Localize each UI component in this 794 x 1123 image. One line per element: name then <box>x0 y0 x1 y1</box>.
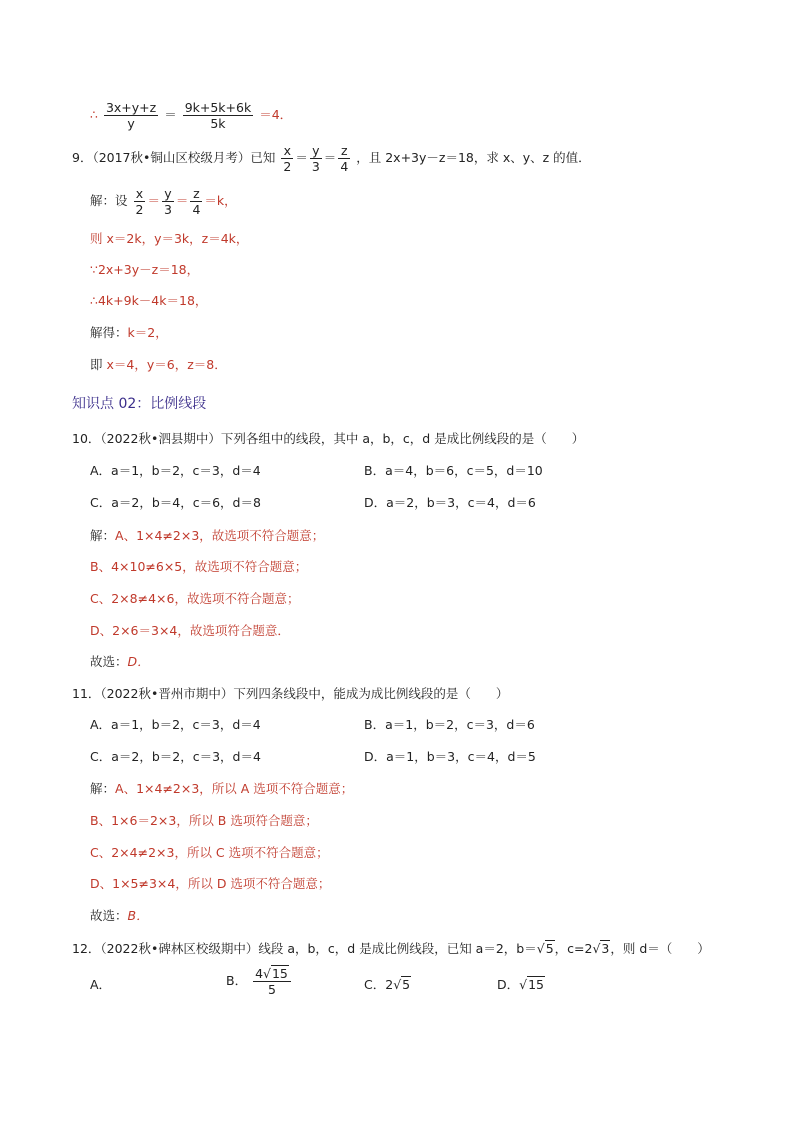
solution-line: C、2×4≠2×3，所以 C 选项不符合题意； <box>90 845 329 860</box>
section-heading: 知识点 02：比例线段 <box>72 396 207 412</box>
solution-line: 解得：k＝2， <box>90 325 168 340</box>
solution-line: D、1×5≠3×4，所以 D 选项不符合题意； <box>90 876 331 891</box>
solution-line: 解：A、1×4≠2×3，故选项不符合题意； <box>90 528 325 543</box>
option-b: B．a＝4，b＝6，c＝5，d＝10 <box>364 463 543 478</box>
fraction-1: $\frac{3x+y+z}{y}$ <box>105 100 157 131</box>
option-b: B． $\frac{4√15}{5}$ <box>226 966 293 997</box>
option-d: D．√15 <box>497 974 545 996</box>
option-a: A． <box>90 977 112 992</box>
option-c: C．a＝2，b＝4，c＝6，d＝8 <box>90 495 261 510</box>
question-10-stem: 10．（2022秋•泗县期中）下列各组中的线段，其中 a，b，c，d 是成比例线段的是（ ） <box>72 431 585 446</box>
answer-line: 故选：D． <box>90 654 150 669</box>
solution-line: ∵2x+3y－z＝18， <box>90 262 200 277</box>
solution-line: D、2×6＝3×4，故选项符合题意． <box>90 623 290 638</box>
option-d: D．a＝1，b＝3，c＝4，d＝5 <box>364 749 536 764</box>
question-9-solution-start: 解：设 $\frac{x}{2}$ ＝ $\frac{y}{3}$ ＝ $\frac{z}{4}$ ＝k， <box>90 186 237 217</box>
option-b: B．a＝1，b＝2，c＝3，d＝6 <box>364 717 535 732</box>
question-9-stem: 9．（2017秋•铜山区校级月考）已知 $\frac{x}{2}$ ＝ $\frac{y}{3}$ ＝ $\frac{z}{4}$ ，且 2x+3y－z＝18，求 x、y、z 的值． <box>72 143 591 174</box>
question-11-stem: 11．（2022秋•晋州市期中）下列四条线段中，能成为成比例线段的是（ ） <box>72 686 509 701</box>
solution-line: B、1×6＝2×3，所以 B 选项符合题意； <box>90 813 318 828</box>
sqrt-symbol: √5 <box>536 941 554 956</box>
option-c: C．2√5 <box>364 974 411 996</box>
sqrt-symbol: √15 <box>519 977 545 992</box>
solution-line: ∴4k+9k－4k＝18， <box>90 293 208 308</box>
solution-line: 即 x＝4，y＝6，z＝8． <box>90 357 227 372</box>
therefore-symbol: ∴ <box>90 107 98 122</box>
sqrt-symbol: √5 <box>393 977 411 992</box>
option-d: D．a＝2，b＝3，c＝4，d＝6 <box>364 495 536 510</box>
option-a: A．a＝1，b＝2，c＝3，d＝4 <box>90 463 261 478</box>
fraction-2: $\frac{9k+5k+6k}{5k}$ <box>184 100 252 131</box>
sqrt-symbol: √3 <box>592 941 610 956</box>
option-c: C．a＝2，b＝2，c＝3，d＝4 <box>90 749 261 764</box>
answer-line: 故选：B． <box>90 908 149 923</box>
solution-line: 则 x＝2k，y＝3k，z＝4k， <box>90 231 249 246</box>
therefore-equation: ∴ $\frac{3x+y+z}{y}$ ＝ $\frac{9k+5k+6k}{5k}$ ＝4． <box>90 100 293 131</box>
solution-line: B、4×10≠6×5，故选项不符合题意； <box>90 559 308 574</box>
solution-line: 解：A、1×4≠2×3，所以 A 选项不符合题意； <box>90 781 354 796</box>
question-12-stem: 12．（2022秋•碑林区校级期中）线段 a，b，c，d 是成比例线段，已知 a＝2，b＝√5，c=2√3，则 d＝（ ） <box>72 938 710 960</box>
option-a: A．a＝1，b＝2，c＝3，d＝4 <box>90 717 261 732</box>
solution-line: C、2×8≠4×6，故选项不符合题意； <box>90 591 300 606</box>
sqrt-symbol: √15 <box>263 966 288 981</box>
